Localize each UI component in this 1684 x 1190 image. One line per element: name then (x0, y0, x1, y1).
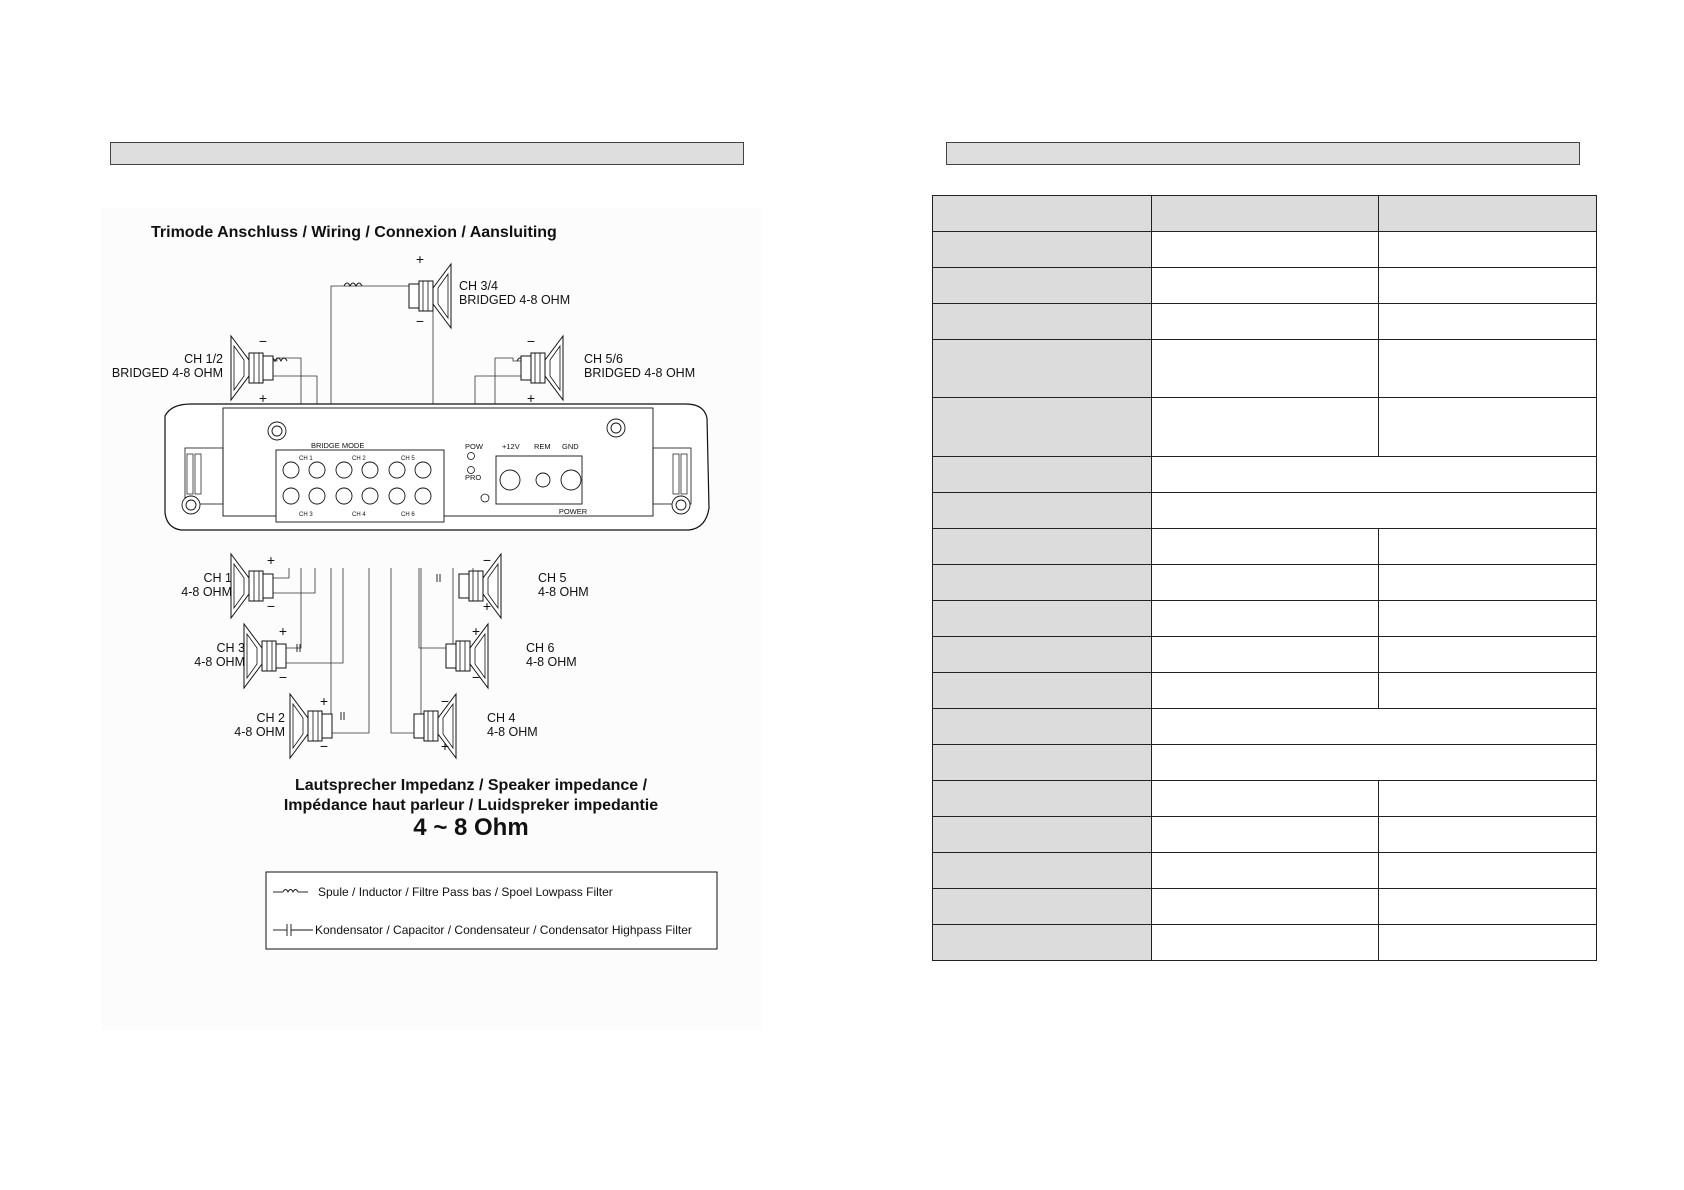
row-label-cell (933, 601, 1152, 637)
value-cell (1152, 304, 1379, 340)
amp-bottom-ch6: CH 6 (401, 512, 415, 518)
amp-top-ch1: CH 1 (299, 456, 313, 462)
svg-text:+: + (415, 251, 425, 267)
header-cell (1379, 196, 1597, 232)
table-row (933, 853, 1597, 889)
table-header-row (933, 196, 1597, 232)
table-row (933, 565, 1597, 601)
ch6-name: CH 6 (526, 641, 555, 655)
amplifier (165, 404, 709, 530)
value-cell (1152, 817, 1379, 853)
merged-value-cell (1152, 493, 1597, 529)
ch56-name: CH 5/6 (584, 352, 623, 366)
value-cell (1152, 781, 1379, 817)
right-page-header-bar (946, 142, 1580, 165)
table-row (933, 493, 1597, 529)
row-label-cell (933, 709, 1152, 745)
row-label-cell (933, 889, 1152, 925)
svg-text:+: + (278, 623, 288, 639)
row-label-cell (933, 925, 1152, 961)
value-cell (1379, 232, 1597, 268)
legend-box (266, 872, 717, 949)
svg-text:−: − (266, 598, 276, 614)
pow-led-icon (468, 453, 475, 460)
svg-text:+: + (482, 598, 492, 614)
value-cell (1379, 304, 1597, 340)
value-cell (1152, 529, 1379, 565)
svg-text:+: + (440, 738, 450, 754)
gnd-label: GND (562, 442, 579, 451)
table-row (933, 781, 1597, 817)
table-row (933, 673, 1597, 709)
row-label-cell (933, 853, 1152, 889)
svg-text:−: − (258, 333, 268, 349)
ch5-name: CH 5 (538, 571, 567, 585)
merged-value-cell (1152, 457, 1597, 493)
value-cell (1152, 889, 1379, 925)
svg-text:−: − (471, 669, 481, 685)
value-cell (1379, 853, 1597, 889)
amp-top-ch2: CH 2 (352, 456, 366, 462)
value-cell (1379, 268, 1597, 304)
row-label-cell (933, 817, 1152, 853)
ch4-name: CH 4 (487, 711, 516, 725)
wiring-diagram-panel (101, 208, 762, 1031)
value-cell (1379, 781, 1597, 817)
ch4-spec: 4-8 OHM (487, 725, 538, 739)
ch34-spec: BRIDGED 4-8 OHM (459, 293, 571, 307)
ch12-spec: BRIDGED 4-8 OHM (111, 366, 223, 380)
rem-label: REM (534, 442, 551, 451)
table-row (933, 340, 1597, 398)
table-row (933, 268, 1597, 304)
value-cell (1152, 601, 1379, 637)
value-cell (1379, 817, 1597, 853)
value-cell (1379, 340, 1597, 398)
table-row (933, 925, 1597, 961)
row-label-cell (933, 781, 1152, 817)
wiring-title: Trimode Anschluss / Wiring / Connexion / Aansluiting (151, 224, 557, 241)
ch3-spec: 4-8 OHM (194, 655, 245, 669)
ch2-spec: 4-8 OHM (234, 725, 285, 739)
svg-text:+: + (471, 623, 481, 639)
amp-bottom-ch3: CH 3 (299, 512, 313, 518)
svg-text:+: + (526, 390, 536, 406)
row-label-cell (933, 565, 1152, 601)
capacitor-icon (341, 712, 344, 720)
svg-text:−: − (319, 738, 329, 754)
row-label-cell (933, 304, 1152, 340)
row-label-cell (933, 745, 1152, 781)
row-label-cell (933, 529, 1152, 565)
ch2-name: CH 2 (256, 711, 285, 725)
ch56-spec: BRIDGED 4-8 OHM (584, 366, 696, 380)
impedance-value: 4 ~ 8 Ohm (413, 814, 529, 841)
impedance-line-1: Lautsprecher Impedanz / Speaker impedance / (294, 777, 648, 794)
speaker-ch5 (459, 554, 501, 618)
value-cell (1152, 232, 1379, 268)
row-label-cell (933, 673, 1152, 709)
svg-text:−: − (482, 552, 492, 568)
row-label-cell (933, 232, 1152, 268)
row-label-cell (933, 637, 1152, 673)
merged-value-cell (1152, 709, 1597, 745)
row-label-cell (933, 493, 1152, 529)
header-cell (1152, 196, 1379, 232)
merged-value-cell (1152, 745, 1597, 781)
wiring-diagram (101, 208, 762, 1031)
header-cell (933, 196, 1152, 232)
ch34-name: CH 3/4 (459, 279, 498, 293)
value-cell (1379, 565, 1597, 601)
bridge-mode-label: BRIDGE MODE (311, 441, 365, 450)
inductor-icon (344, 283, 362, 286)
value-cell (1379, 398, 1597, 457)
pro-label: PRO (465, 473, 482, 482)
table-row (933, 304, 1597, 340)
value-cell (1152, 340, 1379, 398)
ch6-spec: 4-8 OHM (526, 655, 577, 669)
table-row (933, 637, 1597, 673)
amp-bottom-ch4: CH 4 (352, 512, 366, 518)
ch1-name: CH 1 (203, 571, 232, 585)
value-cell (1379, 529, 1597, 565)
table-row (933, 232, 1597, 268)
table-row (933, 889, 1597, 925)
legend-capacitor: Kondensator / Capacitor / Condensateur / Condensator Highpass Filter (315, 923, 692, 937)
value-cell (1152, 853, 1379, 889)
amp-top-ch5: CH 5 (401, 456, 415, 462)
legend-inductor: Spule / Inductor / Filtre Pass bas / Spoel Lowpass Filter (318, 885, 613, 899)
ch5-spec: 4-8 OHM (538, 585, 589, 599)
ch3-name: CH 3 (216, 641, 245, 655)
plus12v-label: +12V (502, 442, 520, 451)
value-cell (1152, 565, 1379, 601)
impedance-line-2: Impédance haut parleur / Luidspreker impedantie (283, 797, 659, 814)
value-cell (1152, 925, 1379, 961)
ch12-name: CH 1/2 (184, 352, 223, 366)
value-cell (1152, 637, 1379, 673)
svg-text:−: − (278, 669, 288, 685)
svg-text:+: + (266, 552, 276, 568)
value-cell (1379, 673, 1597, 709)
row-label-cell (933, 398, 1152, 457)
table-row (933, 745, 1597, 781)
table-row (933, 457, 1597, 493)
row-label-cell (933, 457, 1152, 493)
pow-label: POW (465, 442, 483, 451)
row-label-cell (933, 340, 1152, 398)
table-row (933, 398, 1597, 457)
speaker-ch6 (446, 624, 488, 688)
value-cell (1379, 889, 1597, 925)
svg-text:−: − (415, 313, 425, 329)
capacitor-icon (437, 574, 440, 582)
row-label-cell (933, 268, 1152, 304)
table-row (933, 709, 1597, 745)
table-row (933, 529, 1597, 565)
power-label: POWER (558, 507, 588, 516)
ch1-spec: 4-8 OHM (181, 585, 232, 599)
specification-table (932, 195, 1597, 961)
svg-text:−: − (526, 333, 536, 349)
value-cell (1152, 398, 1379, 457)
speaker-ch4 (414, 694, 456, 758)
svg-text:−: − (440, 693, 450, 709)
value-cell (1379, 637, 1597, 673)
table-row (933, 817, 1597, 853)
table-row (933, 601, 1597, 637)
value-cell (1379, 925, 1597, 961)
svg-text:+: + (258, 390, 268, 406)
value-cell (1152, 673, 1379, 709)
value-cell (1152, 268, 1379, 304)
value-cell (1379, 601, 1597, 637)
svg-text:+: + (319, 693, 329, 709)
left-page-header-bar (110, 142, 744, 165)
